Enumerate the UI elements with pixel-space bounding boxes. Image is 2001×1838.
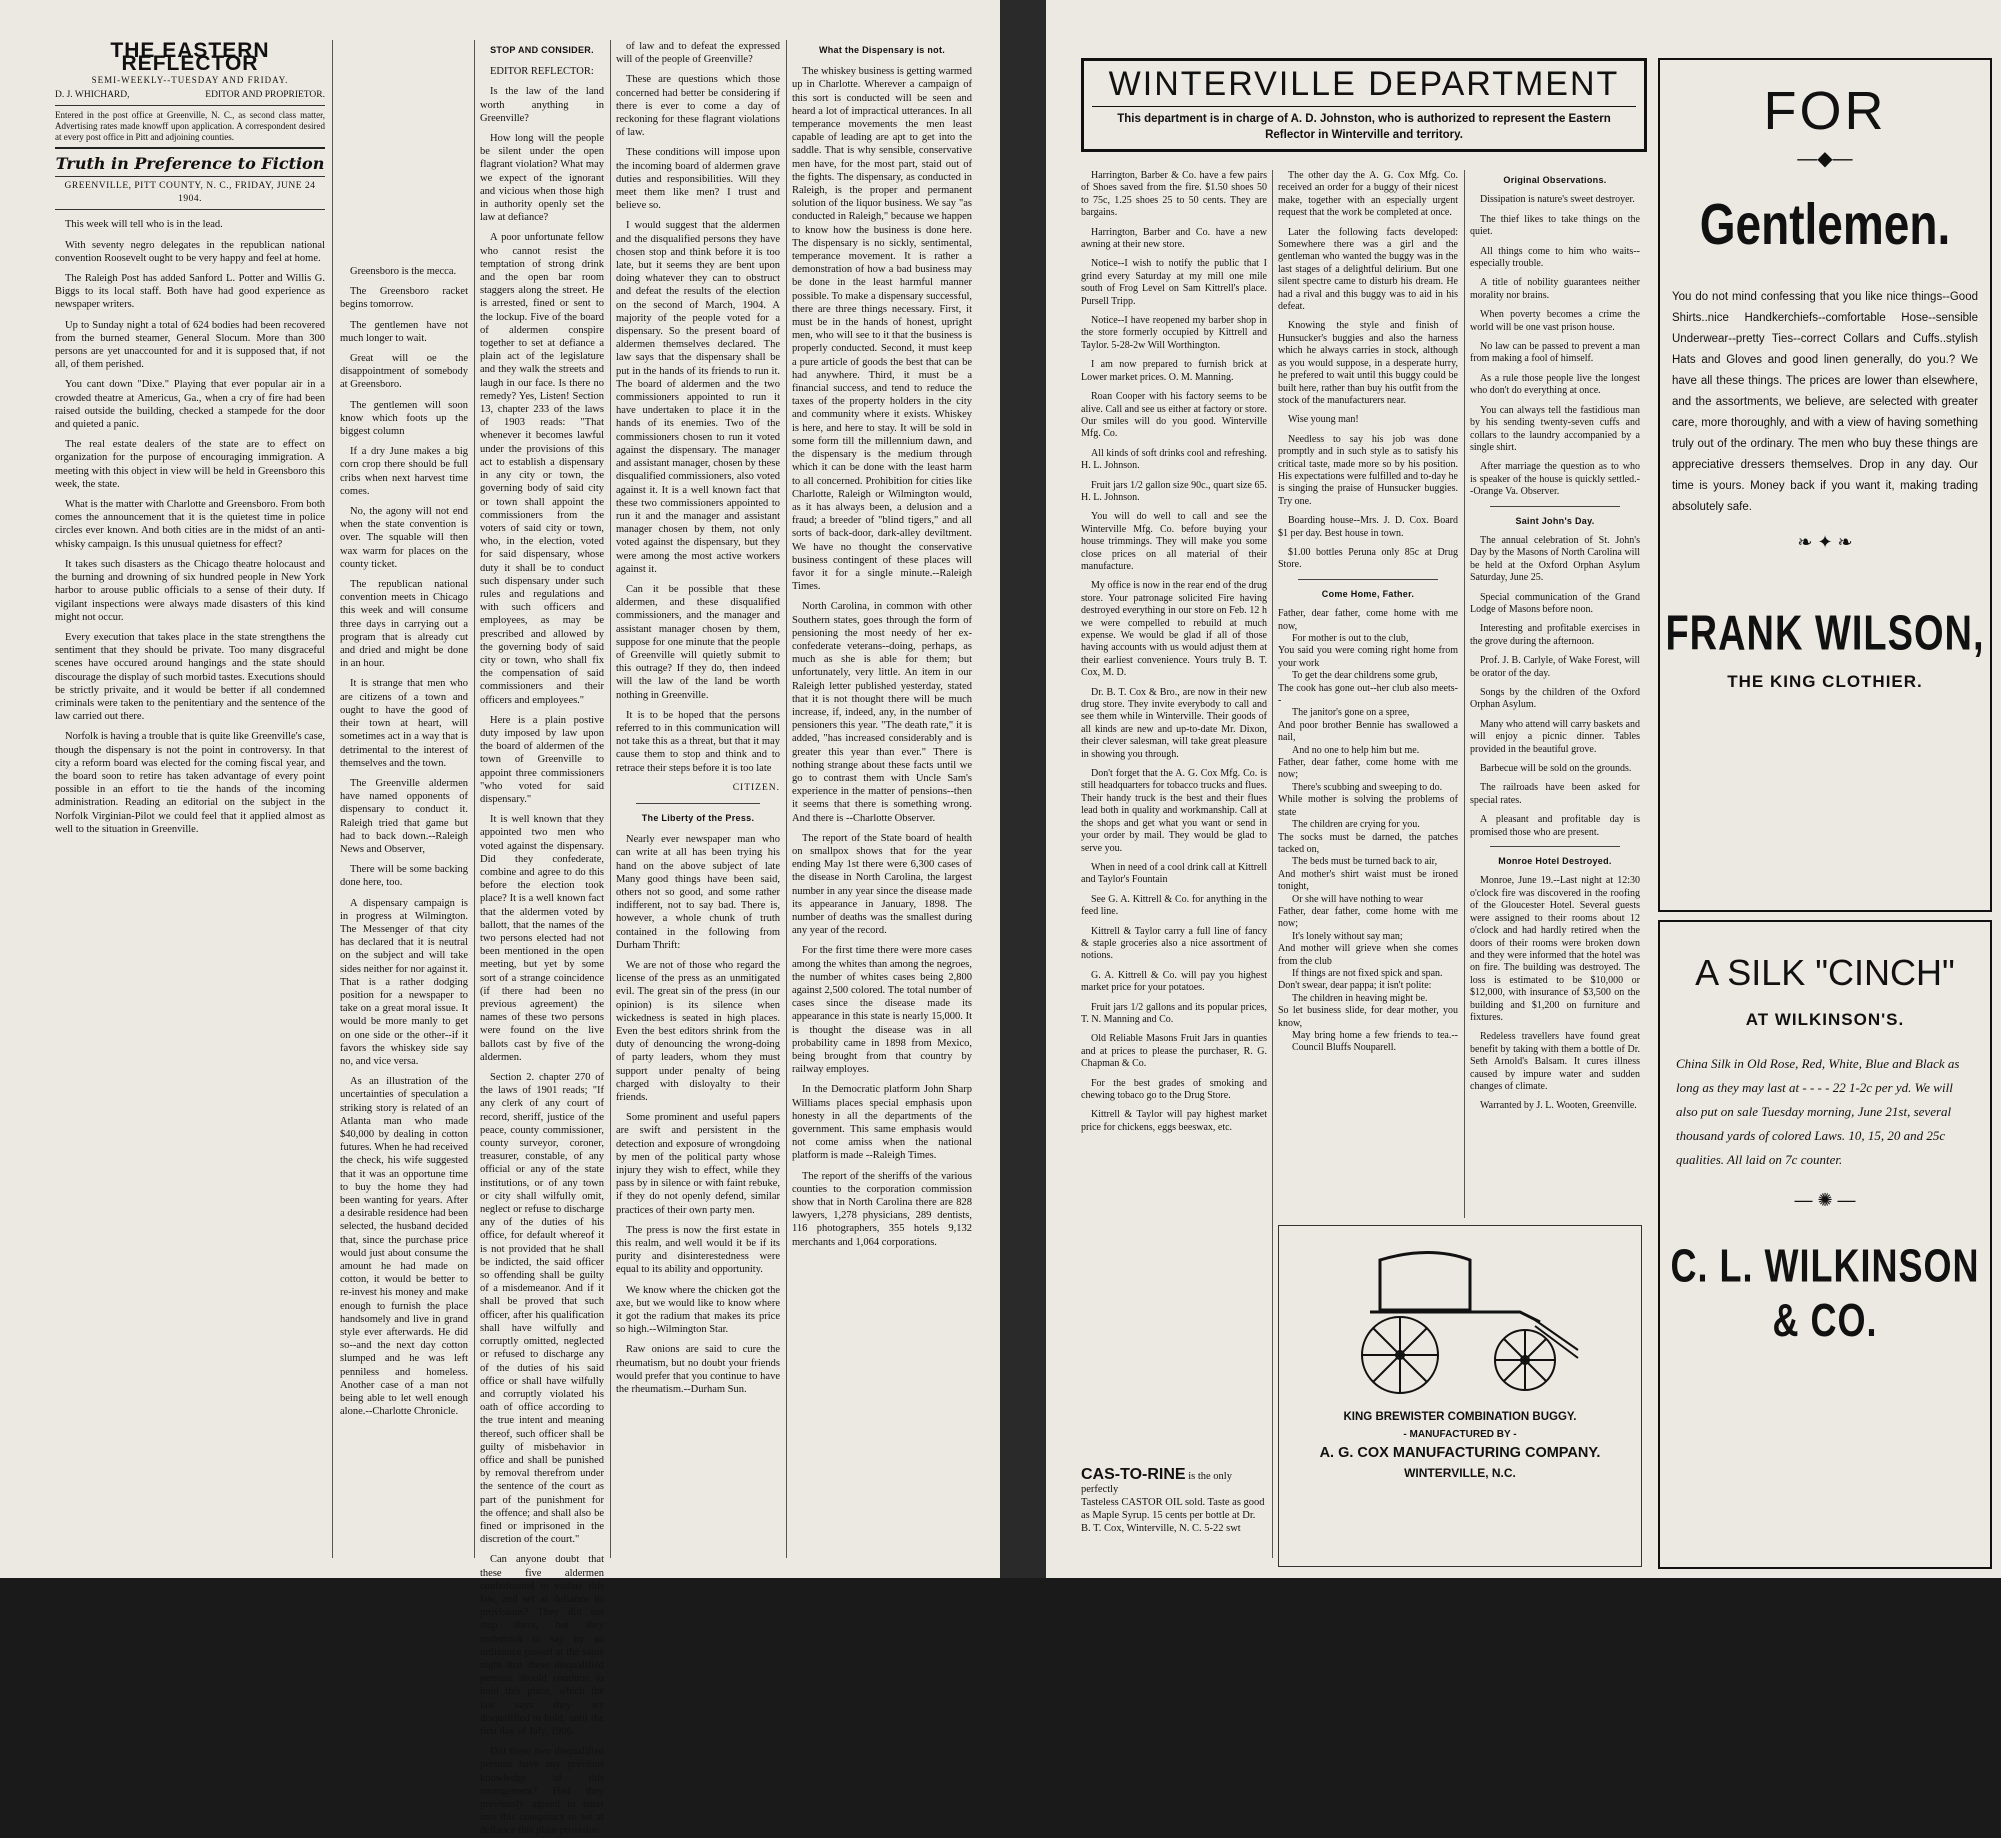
paragraph: North Carolina, in common with other Southern states, goes through the form of pensioning the most needy of her ex-confederate veterans--doing, perhaps, as much as she is able for them; but unfortunately, very little. An item in our Raleigh letter published yesterday, stated that it is not thought there will be much increase, if, indeed, any, in the number of pensioners this year. "The death rate," it is added, "has increased considerably and is greater this year than ever." There is nothing strange about these facts until we go to contrast them with Uncle Sam's experience in the matter of pensions--then it seems that there is something wrong. And there is --Charlotte Observer. <box>792 601 972 824</box>
editor-name: D. J. WHICHARD, <box>55 89 130 100</box>
paragraph: You cant down "Dixe." Playing that ever popular air in a crowded theatre at Americus, Ga., when a cry of fire had been raised outside the building, checked a stampede for the door and quieted a panic. <box>55 379 325 431</box>
castorine-side: is the only perfectly <box>1081 1471 1232 1495</box>
paragraph: Section 2. chapter 270 of the laws of 1901 reads; "If any clerk of any court of record, sheriff, justice of the peace, county commissioner, county surveyor, coroner, treasurer, constable, of any official or any of the state institutions, or of any town or city shall wilfully omit, neglect or refuse to discharge any of the duties of his office, for default whereof it is not provided that he shall be indicted, the said officer so offending shall be guilty of a misdemeanor. And if it shall be proved that such officer, after his qualification shall have wilfully and corruptly omitted, neglected or refused to discharge any of the duties of his said office or shall have wilfully and corruptly violated his oath of office according to the true intent and meaning thereof, such officer shall be guilty of misbehavior in office and shall be punished by removal therefrom under the sentence of the court as part of the punishment for the offence; and shall also be fined or imprisoned in the discretion of the court." <box>480 1072 604 1546</box>
paragraph: Later the following facts developed: Somewhere there was a girl and the gentleman who wanted the buggy was in the last stages of a delightful delirium. But one silent spectre came to disturb his dream. He had a rival and this buggy was to aid in his defeat. <box>1278 226 1458 313</box>
paragraph: The republican national convention meets in Chicago this week and will consume three days in carrying out a program that is already cut and dried and might be done in an hour. <box>340 579 468 670</box>
paragraph: Roan Cooper with his factory seems to be alive. Call and see us either at factory or store. Our smiles will do you good. Winterville Mfg. Co. <box>1081 391 1267 440</box>
paragraph: Knowing the style and finish of Hunsucker's buggies and also the harness which he always carries in stock, although as you would suppose, in a desperate hurry, he prefered to wait until this buggy could be built here, rather than buy his outfit from the stock of the manufacturers near. <box>1278 320 1458 406</box>
poem-line: May bring home a few friends to tea.--Council Bluffs Nouparell. <box>1292 1030 1458 1054</box>
paragraph: With seventy negro delegates in the republican national convention Roosevelt ought to be very happy and feel at home. <box>55 239 325 264</box>
paragraph: Fruit jars 1/2 gallon size 90c., quart size 65. H. L. Johnson. <box>1081 479 1267 503</box>
poem-line: The beds must be turned back to air, <box>1292 856 1438 868</box>
buggy-ad <box>1278 1225 1642 1567</box>
poem-line: You said you were coming right home from your work <box>1278 645 1458 669</box>
paragraph: Norfolk is having a trouble that is quite like Greenville's case, though the dispensary is not the point in controversy. In that city a reform board was elected for the coming fiscal year, and the board soon to retire has taken advantage of every point possible in an effort to tie the hands of the incoming administration. Reading an editorial on the subject in the Norfolk Virginian-Pilot we could feel that it applied almost as well to the situation in Greenville. <box>55 731 325 835</box>
king-clothier-tag: THE KING CLOTHIER. <box>1727 672 1923 691</box>
paragraph: Notice--I wish to notify the public that I grind every Saturday at my mill one mile south of Frog Level on Sam Kittrell's place. Pursell Tripp. <box>1081 258 1267 307</box>
paragraph: A dispensary campaign is in progress at Wilmington. The Messenger of that city has declared that it is neutral on the subject and will take sides neither for nor against it. That is a rather dodging position for a newspaper to take on a great moral issue. It would be more manly to get on one side or the other--if it favors the whiskey side say no, and vice versa. <box>340 897 468 1067</box>
separator <box>636 803 760 804</box>
paragraph: Harrington, Barber & Co. have a few pairs of Shoes saved from the fire. $1.50 shoes 50 to 75c, 1.25 shoes 25 to 50 cents. They are bargains. <box>1081 170 1267 219</box>
paragraph: See G. A. Kittrell & Co. for anything in the feed line. <box>1081 893 1267 918</box>
motto: Truth in Preference to Fiction <box>55 153 325 173</box>
paragraph: It is well known that they appointed two men who voted against the dispensary. Did they confederate, combine and agree to do this before the election took place? It is a well known fact that the aldermen voted by ballott, that the names of the two persons elected had not been mentioned in the open meeting, but yet by some sort of a strange coincidence (if there had been no previous agreement) the names of these two persons were found on the live ballots cast by five of the aldermen. <box>480 814 604 1063</box>
paragraph: As an illustration of the uncertainties of speculation a striking story is related of an Atlanta man who made $40,000 by dealing in cotton futures. When he had received the check, his wife suggested that it was an opportune time to buy the home they had been wanting for years. After a desirable residence had been selected, the husband decided that, since the purchase price would just about consume the amount he had made on cotton, it would be better to re-invest his money and make enough to furnish the place handsomely and live in grand style ever afterwards. He did so--and the next day cotton slumped and he was left penniless and homeless. Another case of a man not being able to let well enough alone.--Charlotte Chronicle. <box>340 1076 468 1418</box>
paragraph: Great will oe the disappointment of somebody at Greensboro. <box>340 353 468 391</box>
ornament-icon: —◆— <box>1797 148 1853 170</box>
column-4 <box>616 40 780 1558</box>
paragraph: For the best grades of smoking and chewing tobaco go to the Drug Store. <box>1081 1077 1267 1101</box>
castorine-name: CAS-TO-RINE <box>1081 1466 1186 1483</box>
stop-and-consider-heading: STOP AND CONSIDER. <box>490 45 594 55</box>
column-rule <box>1464 170 1465 1218</box>
citizen-signature: CITIZEN. <box>732 782 780 793</box>
paragraph: Can anyone doubt that these five aldermen confederated to violate this law, and set at defiance its provisions? They did not stop there, but they undertook to say by an ordinance passed at the same night that these disqualified persons should continue to hold this place, which the law says they are disqualified to hold, until the first day of July, 1906. <box>480 1554 604 1737</box>
frank-wilson-name: FRANK WILSON, <box>1665 606 1985 662</box>
paragraph: Nearly ever newspaper man who can write at all has been trying his hand on the above subject of late Many good things have been said, others not so good, and some rather indifferent, not to say bad. There is, however, a whole chunk of truth contained in the following from Durham Thrift: <box>616 834 780 951</box>
paragraph: Warranted by J. L. Wooten, Greenville. <box>1480 1100 1637 1112</box>
winterville-subtitle: This department is in charge of A. D. Johnston, who is authorized to represent the Eastern Reflector in Winterville and territory. <box>1092 106 1636 143</box>
poem-line: The janitor's gone on a spree, <box>1292 707 1410 719</box>
paragraph: My office is now in the rear end of the drug store. Your patronage solicited Fire having destroyed everything in our store on Feb. 12 h we were compelled to rebuild at much expense. We would be glad if all of those having accounts with us would adjust them at their earliest convenience. Yours truly B. T. Cox, M. D. <box>1081 580 1267 679</box>
paragraph: The railroads have been asked for special rates. <box>1470 782 1640 806</box>
right-column-1 <box>1081 170 1267 1458</box>
paragraph: A pleasant and profitable day is promised those who are present. <box>1470 814 1640 838</box>
paragraph: The real estate dealers of the state are to effect on organization for the purpose of encouraging immigration. A meeting with this object in view will be held in Greensboro this week, the state. <box>55 439 325 490</box>
saint-johns-heading: Saint John's Day. <box>1515 515 1595 526</box>
paragraph: A title of nobility guarantees neither morality nor brains. <box>1470 277 1640 301</box>
paragraph: When in need of a cool drink call at Kittrell and Taylor's Fountain <box>1081 861 1267 886</box>
paragraph: We are not of those who regard the license of the press as an unmitigated evil. The great sin of the press (in our opinion) is its silence when wickedness is seated in high places. Even the best editors shrink from the duty of denouncing the wrong-doing of party leaders, whom they must support under penalty of being charged with disloyalty to their friends. <box>616 960 780 1104</box>
column-rule <box>474 40 475 1558</box>
poem-line: For mother is out to the club, <box>1292 633 1409 644</box>
buggy-manufactured-by: - MANUFACTURED BY - <box>1403 1429 1517 1440</box>
paragraph: Interesting and profitable exercises in the grove during the afternoon. <box>1470 623 1640 647</box>
paragraph: Fruit jars 1/2 gallons and its popular prices, T. N. Manning and Co. <box>1081 1001 1267 1025</box>
ornament-icon: ❧ ✦ ❧ <box>1797 532 1853 552</box>
ad-gentlemen-heading: Gentlemen. <box>1699 191 1951 257</box>
paragraph: Some prominent and useful papers are swift and persistent in the detection and exposure of wrongdoing by men of the political party whose injury they wish to effect, while they pass by in silence or with faint rebuke, if they do not openly defend, similar practices of their own party men. <box>616 1112 780 1216</box>
paragraph: Did these two disqualified persons have any previous knowledge of this arrangement? Had they previously agreed to enter into this conspiracy to set at defiance this plain provision <box>480 1746 604 1837</box>
buggy-illustration-icon <box>1340 1240 1580 1400</box>
column-rule <box>786 40 787 1558</box>
paragraph: Wise young man! <box>1288 414 1359 426</box>
separator <box>1490 846 1620 847</box>
castorine-ad <box>1081 1468 1267 1535</box>
ad-for-heading: FOR <box>1763 81 1887 141</box>
right-column-2-paragraphs <box>1278 170 1458 572</box>
paragraph: No law can be passed to prevent a man from making a fool of himself. <box>1470 341 1640 365</box>
poem-line: If things are not fixed spick and span. <box>1292 967 1443 979</box>
column-4-paragraphs-bottom <box>616 833 780 1396</box>
paragraph: There will be some backing done here, too. <box>340 864 468 889</box>
paragraph: I am now prepared to furnish brick at Lower market prices. O. M. Manning. <box>1081 359 1267 383</box>
paragraph: Can it be possible that these aldermen, and these disqualified commissioners, and the manager and assistant manager chosen by them, suppose for one minute that the people of Greenville will quietly submit to this outrage? If they do, then indeed will the law of the land be worth nothing in Greenville. <box>616 583 780 701</box>
separator <box>1490 506 1620 507</box>
paragraph: Dissipation is nature's sweet destroyer. <box>1480 194 1635 206</box>
column-5-paragraphs <box>792 65 972 1249</box>
saint-johns-paragraphs <box>1470 535 1640 839</box>
paragraph: What is the matter with Charlotte and Greensboro. From both comes the announcement that it is the quietest time in police circles ever known. And both cities are in the midst of an anti-whisky campaign. Is this unusual quietness for effect? <box>55 499 325 550</box>
paragraph: Don't forget that the A. G. Cox Mfg. Co. is still headquarters for tobacco trucks and flues. Their handy truck is the best and their flues lead both in quality and workmanship. Call at the shops and get what you want or send in your order by mail. They would be glad to serve you. <box>1081 768 1267 854</box>
buggy-name: KING BREWISTER COMBINATION BUGGY. <box>1343 1411 1577 1423</box>
column-4-paragraphs-top <box>616 40 780 775</box>
poem-line: And mother's shirt waist must be ironed tonight, <box>1278 868 1458 893</box>
wilkinson-firm-name: C. L. WILKINSON & CO. <box>1670 1238 1980 1347</box>
winterville-title: WINTERVILLE DEPARTMENT <box>1108 65 1620 103</box>
paragraph: All things come to him who waits--especially trouble. <box>1470 245 1640 270</box>
paragraph: The report of the State board of health on smallpox shows that for the year ending May 1st there were 6,300 cases of the disease in North Carolina, the largest number in any year since the disease made its appearance in January, 1898. The number of deaths was the smallest during any year of the record. <box>792 832 972 937</box>
entered-notice: Entered in the post office at Greenville, N. C., as second class matter, Advertising rates made knowff upon application. A correspondent desired at every post office in Pitt and adjoining counties. <box>55 110 325 149</box>
observations-paragraphs <box>1470 194 1640 498</box>
poem-line: Or she will have nothing to wear <box>1292 893 1424 905</box>
column-3-paragraphs <box>480 65 604 1837</box>
paragraph: The annual celebration of St. John's Day by the Masons of North Carolina will be held at the Oxford Orphan Asylum Saturday, June 25. <box>1470 534 1640 584</box>
poem-line: Don't swear, dear pappa; it isn't polite: <box>1278 980 1432 992</box>
poem-heading: Come Home, Father. <box>1321 588 1415 599</box>
right-column-1-paragraphs <box>1081 170 1267 1134</box>
column-5 <box>792 40 972 1558</box>
paragraph: Here is a plain postive duty imposed by law upon the board of aldermen of the town of Greenville to appoint three commissioners "who voted for said dispensary." <box>480 714 604 805</box>
paragraph: A poor unfortunate fellow who cannot resist the temptation of strong drink and the open bar room staggers along the street. He is arrested, fined or sent to the lockup. Five of the board of aldermen conspire together to set at defiance a plain act of the legislature and they walk the streets and laugh in our face. Is there no remedy? Yes, Listen! Section 13, chapter 233 of the laws of 1903 reads: "That whenever it becomes lawful under the provisions of this act to establish a dispensary in any city or town, the governing body of said city or town shall appoint the commissioners from the voters of said city or town, who, in the election, voted for said dispensary, whose duty it shall be to conduct such dispensary under such rules and regulations and with such officers and employees, as may be prescribed and allowed by the governing body of said city or town, who shall fix the compensation of said commissioners and their officers and employees." <box>480 232 604 706</box>
paragraph: The thief likes to take things on the quiet. <box>1470 213 1640 238</box>
paragraph: The Greensboro racket begins tomorrow. <box>340 286 468 311</box>
paragraph: Is the law of the land worth anything in Greenville? <box>480 86 604 124</box>
silk-at-wilkinsons: AT WILKINSON'S. <box>1745 1010 1905 1029</box>
column-2 <box>340 265 468 1558</box>
paragraph: EDITOR REFLECTOR: <box>490 66 594 78</box>
poem-line: The socks must be darned, the patches tacked on, <box>1278 831 1458 855</box>
paragraph: The other day the A. G. Cox Mfg. Co. received an order for a buggy of their nicest make, together with an especially urgent request that the work be completed at once. <box>1278 170 1458 219</box>
paragraph: It takes such disasters as the Chicago theatre holocaust and the burning and drowning of six hundred people in New York harbor to arouse public officials to a sense of their duty. If vigilant inspections were always made disasters of this kind might not occur. <box>55 558 325 623</box>
winterville-header <box>1081 58 1647 152</box>
poem-line: And no one to help him but me. <box>1292 744 1420 756</box>
liberty-press-heading: The Liberty of the Press. <box>641 812 755 823</box>
wilkinson-silk-ad <box>1658 920 1992 1569</box>
paragraph: Songs by the children of the Oxford Orphan Asylum. <box>1470 687 1640 711</box>
frank-wilson-ad <box>1658 58 1992 912</box>
dispensary-heading: What the Dispensary is not. <box>818 45 946 55</box>
ornament-icon: — ✺ — <box>1794 1190 1856 1210</box>
paragraph: Raw onions are said to cure the rheumatism, but no doubt your friends would prefer that you continue to have the rheumatism.--Durham Sun. <box>616 1344 780 1396</box>
paragraph: Harrington, Barber and Co. have a new awning at their new store. <box>1081 226 1267 251</box>
paragraph: These are questions which those concerned had better be considering if there is ever to come a day of reckoning for these flagrant violations of law. <box>616 74 780 139</box>
paragraph: Prof. J. B. Carlyle, of Wake Forest, will be orator of the day. <box>1470 655 1640 679</box>
masthead-title: THE EASTERN REFLECTOR <box>110 39 270 76</box>
paragraph: The Raleigh Post has added Sanford L. Potter and Willis G. Biggs to its local staff. Both have had good experience as newspaper writers. <box>55 273 325 311</box>
paragraph: You will do well to call and see the Winterville Mfg. Co. before buying your house trimmings. They will make you some close prices on all material of their manufacture. <box>1081 511 1267 572</box>
paragraph: It is strange that men who are citizens of a town and ought to have the good of their town at heart, will sometimes act in a way that is detrimental to the interest of themselves and the town. <box>340 678 468 769</box>
buggy-company: A. G. COX MANUFACTURING COMPANY. <box>1319 1445 1601 1461</box>
paragraph: Old Reliable Masons Fruit Jars in quanties and at prices to please the purchaser, R. G. Chapman & Co. <box>1081 1033 1267 1070</box>
paragraph: Special communication of the Grand Lodge of Masons before noon. <box>1470 591 1640 615</box>
paragraph: We know where the chicken got the axe, but we would like to know where it got the radium that makes its price so high.--Wilmington Star. <box>616 1284 780 1336</box>
castorine-text: Tasteless CASTOR OIL sold. Taste as good as Maple Syrup. 15 cents per bottle at Dr. B. T. Cox, Winterville, N. C. 5-22 swt <box>1081 1497 1265 1534</box>
poem-line: Father, dear father, come home with me now, <box>1278 608 1458 632</box>
paragraph: Kittrell & Taylor carry a full line of fancy & staple groceries also a nice assortment of notions. <box>1081 925 1267 962</box>
paragraph: The Greenville aldermen have named opponents of dispensary to conduct it. Raleigh tried that game but had to back down.--Raleigh News and Observer, <box>340 777 468 855</box>
paragraph: Notice--I have reopened my barber shop in the store formerly occupied by Kittrell and Taylor. 5-28-2w Will Worthington. <box>1081 315 1267 351</box>
right-column-2 <box>1278 170 1458 1218</box>
paragraph: No, the agony will not end when the state convention is over. The squable will then wax warm for places on the county ticket. <box>340 506 468 570</box>
paragraph: These conditions will impose upon the incoming board of aldermen grave duties and responsibilities. Will they meet them like men? I trust and believe so. <box>616 147 780 212</box>
right-page <box>1046 0 2001 1578</box>
paragraph: In the Democratic platform John Sharp Williams places special emphasis upon honesty in all the departments of the government. This same emphasis would not come amiss when the national platform is made --Raleigh Times. <box>792 1084 972 1162</box>
poem-line: Father, dear father, come home with me now; <box>1278 757 1458 781</box>
observations-heading: Original Observations. <box>1503 175 1607 185</box>
column-rule <box>1272 170 1273 1558</box>
column-rule <box>610 40 611 1558</box>
paragraph: The press is now the first estate in this realm, and well would it be if its purity and disinterestedness were equal to its ability and opportunity. <box>616 1224 780 1276</box>
poem-line: And mother will grieve when she comes from the club <box>1278 943 1458 967</box>
paragraph: For the first time there were more cases among the whites than among the negroes, the number of whites cases being 2,800 against 2,500 colored. The total number of cases since the disease made its appearance in this state is nearly 15,000. It is thought the disease was in all probability came in 1898 from Mexico, being brought from that country by railway employes. <box>792 945 972 1076</box>
poem-line: It's lonely without say man; <box>1292 930 1403 942</box>
separator <box>1298 579 1438 580</box>
poem-line: So let business slide, for dear mother, you know, <box>1278 1005 1458 1029</box>
silk-body: China Silk in Old Rose, Red, White, Blue and Black as long as they may last at - - - - 22 1-2c per yd. We will also put on sale Tuesday morning, June 21st, several thousand yards of colored Laws. 10, 15, 20 and 25c qualities. All laid on 7c counter. <box>1676 1056 1960 1167</box>
poem-line: There's scubbing and sweeping to do. <box>1292 781 1443 793</box>
ad-gentlemen-body: You do not mind confessing that you like nice things--Good Shirts..nice Handkerchiefs--comfortable Hose--sensible Underwear--pretty Ties--correct Collars and Cuffs..stylish Hats and Gloves and good linen generally, do you.? We have all these things. The prices are lower than elsewhere, and the assortments, we believe, are selected with greater care, more thoroughly, and with a view of having something truly out of the ordinary. The men who buy these things are appreciative dressers themselves. Drop in any day. Our time is yours. Money back if you want it, making trading absolutely safe. <box>1672 291 1978 513</box>
column-1 <box>55 39 325 1558</box>
dateline: GREENVILLE, PITT COUNTY, N. C., FRIDAY, JUNE 24 1904. <box>55 176 325 210</box>
paragraph: The whiskey business is getting warmed up in Charlotte. Wherever a campaign of this sort is conducted will be seen and heard a lot of impractical utterances. In all temperance movements the men least capable of leading are apt to get into the saddle. That is why sensible, conservative men have, for the most part, staid out of the fights. The dispensary, as conducted in Raleigh, is the proper and permanent solution of the liquor business. We say "as conducted in Raleigh," because we happen to know how the business is done here. The dispensary is no sickly, sentimental, temperance movement. It is rather a demonstration of how a bad business may be done in the least harmful manner possible. To make a dispensary successful, there are three things necessary. First, it must be in the hands of honest, upright men, who will see to it that the business is properly conducted. Second, it must keep a pure article of goods the best that can be had anywhere. Third, it must be a financial success, and tend to reduce the taxes of the property holders in the city and community where it exists. Whiskey is here, and here to stay. It will be sold in some form till the millennium dawn, and the dispensary is the medium through which it can be done with the least harm to all concerned. Prohibition for cities like Charlotte, Raleigh or Wilmington would, as it has always been, a delusion and a fraud; a breeder of "blind tigers," and all sorts of back-door, dark-alley deviltment. We have no thought the conservative business contingent of these places will favor it for a single minute.--Raleigh Times. <box>792 66 973 593</box>
paragraph: All kinds of soft drinks cool and refreshing. H. L. Johnson. <box>1081 447 1267 472</box>
paragraph: Up to Sunday night a total of 624 bodies had been recovered from the burned steamer, General Slocum. More than 300 persons are yet unaccounted for and it is supposed that, if not all, of them perished. <box>55 319 325 371</box>
paragraph: G. A. Kittrell & Co. will pay you highest market price for your potatoes. <box>1081 969 1267 994</box>
poem-line: The children are crying for you. <box>1292 819 1420 831</box>
column-2-paragraphs <box>340 265 468 1418</box>
paragraph: If a dry June makes a big corn crop there should be full cribs when next harvest time comes. <box>340 446 468 497</box>
column-rule <box>332 40 333 1558</box>
paragraph: The gentlemen will soon know which foots up the biggest column <box>340 399 468 438</box>
poem-line: And poor brother Bennie has swallowed a nail, <box>1278 719 1458 744</box>
masthead-editor-row <box>55 89 325 106</box>
silk-cinch-title: A SILK "CINCH" <box>1695 952 1955 993</box>
paragraph: It is to be hoped that the persons referred to in this communication will not take this as a threat, but that it may cause them to stop and think and to retrace their steps before it is too late <box>616 709 780 774</box>
paragraph: You can always tell the fastidious man by his sending twenty-seven cuffs and collars to the laundry accompanied by a single shirt. <box>1470 404 1640 453</box>
column-1-paragraphs <box>55 218 325 836</box>
poem-line: The children in heaving might be. <box>1292 992 1428 1004</box>
monroe-hotel-paragraphs <box>1470 875 1640 1112</box>
paragraph: This week will tell who is in the lead. <box>65 219 223 231</box>
paragraph: $1.00 bottles Peruna only 85c at Drug Store. <box>1278 546 1458 571</box>
paragraph: As a rule those people live the longest who don't do everything at once. <box>1470 372 1640 397</box>
paragraph: Dr. B. T. Cox & Bro., are now in their new drug store. They invite everybody to call and see them while in Winterville. Their goods of all kinds are new and up-to-date Mr. Dixon, their clever salesman, will take great pleasure in showing you through. <box>1081 686 1267 760</box>
paragraph: How long will the people be silent under the open flagrant violation? What may we expect of the ignorant and vicious when those high in authority openly set the law at defiance? <box>480 133 604 224</box>
paragraph: The report of the sheriffs of the various counties to the corporation commission show that in North Carolina there are 828 lawyers, 1,278 physicians, 289 dentists, 116 photographers, 355 hotels 9,132 merchants and 1,064 corporations. <box>792 1170 972 1248</box>
paragraph: I would suggest that the aldermen and the disqualified persons they have chosen stop and think before it is too late, but it seems they are bent upon doing whatever they can to obstruct and defeat the results of the election on the second of March, 1904. A majority of the people voted for a dispensary. So the present board of aldermen themselves declared. The law says that the dispensary shall be put in the hands of its friends to run it. The board of aldermen and the two commissioners appointed to run it have undertaken to place it in the hands of its enemies. Two of the commissioners chosen to run it voted against the dispensary. The manager and assistant manager, chosen by these disqualified commissioners, also voted against it. It is a well known fact that these two commissioners appointed to run it and the manager and assistant manager chosen by them, not only voted against the dispensary, but they were among the most active workers against it. <box>616 220 780 575</box>
paragraph: of law and to defeat the expressed will of the people of Greenville? <box>616 41 780 66</box>
buggy-town: WINTERVILLE, N.C. <box>1404 1466 1516 1480</box>
column-3-main <box>480 40 604 1837</box>
paragraph: Barbecue will be sold on the grounds. <box>1480 763 1632 775</box>
paragraph: Needless to say his job was done promptly and in such style as to satisfy his critical taste, made more so by his position. His expectations were fulfilled and to-day he is singing the praise of Hunsucker buggies. Try one. <box>1278 433 1458 507</box>
poem-line: To get the dear childrens some grub, <box>1292 670 1438 682</box>
paragraph: After marriage the question as to who is speaker of the house is quickly settled.--Orange Va. Observer. <box>1470 461 1640 498</box>
paragraph: Greensboro is the mecca. <box>350 266 457 277</box>
left-page <box>0 0 1000 1837</box>
monroe-hotel-heading: Monroe Hotel Destroyed. <box>1498 856 1612 867</box>
paragraph: The gentlemen have not much longer to wait. <box>340 319 468 344</box>
right-column-3 <box>1470 170 1640 1218</box>
poem-line: Father, dear father, come home with me now; <box>1278 905 1458 930</box>
paragraph: Every execution that takes place in the state strengthens the sentiment that they should be private. Too many disgraceful scenes have occured around hangings and the state should discourage the display of such morbid tastes. Executions should be strictly privaite, and it would be better if all condemned criminals were taken to the penitentiary and the sentence of the law carried out there. <box>55 631 325 723</box>
paragraph: Boarding house--Mrs. J. D. Cox. Board $1 per day. Best house in town. <box>1278 515 1458 539</box>
editor-role: EDITOR AND PROPRIETOR. <box>205 89 325 100</box>
poem-lines <box>1278 608 1458 1055</box>
paragraph: Monroe, June 19.--Last night at 12:30 o'clock fire was discovered in the roofing of the Gloucester Hotel. Several guests were assigned to their rooms about 12 o'clock and had hardly retired when the doors of their rooms were broken down and they were informed that the hotel was on fire. The building was destroyed. The loss is estimated to be $10,000 or $12,000, with insurance of $3,500 on the building and $1,200 on furniture and fixtures. <box>1470 875 1640 1023</box>
paragraph: Kittrell & Taylor will pay highest market price for chickens, eggs beeswax, etc. <box>1081 1109 1267 1133</box>
paragraph: Redeless travellers have found great benefit by taking with them a bottle of Dr. Seth Arnold's Balsam. It cures illness caused by impure water and sudden changes of climate. <box>1470 1031 1640 1092</box>
paragraph: When poverty becomes a crime the world will be one vast prison house. <box>1470 309 1640 333</box>
masthead-frequency: SEMI-WEEKLY--TUESDAY AND FRIDAY. <box>91 75 289 86</box>
paragraph: Many who attend will carry baskets and will enjoy a picnic dinner. Tables provided in the beautiful grove. <box>1470 718 1640 755</box>
poem-line: While mother is solving the problems of state <box>1278 794 1458 818</box>
poem-line: The cook has gone out--her club also meets-- <box>1278 682 1458 707</box>
page-gutter <box>1000 0 1046 1578</box>
